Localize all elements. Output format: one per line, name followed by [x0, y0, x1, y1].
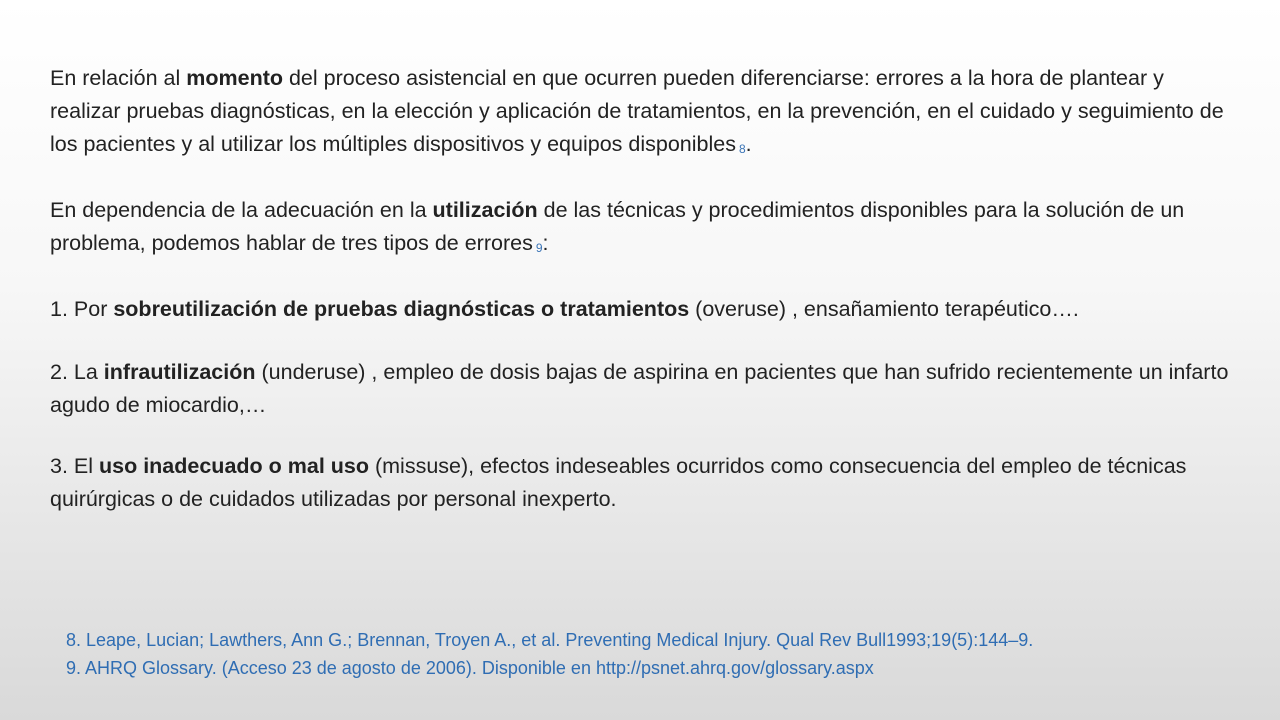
p4-keyword: infrautilización — [103, 360, 256, 384]
references — [66, 626, 1226, 682]
reference-8: 8. Leape, Lucian; Lawthers, Ann G.; Brennan, Troyen A., et al. Preventing Medical Injury. Qual Rev Bull1993;19(5):144–9. — [66, 630, 1034, 650]
p1-citation: 8 — [738, 142, 746, 156]
p5-text-a: 3. El — [50, 454, 99, 478]
slide-body — [50, 62, 1230, 544]
p1-keyword: momento — [186, 66, 283, 90]
p4-text-c: (underuse) , empleo de dosis bajas de aspirina en pacientes que han sufrido recientemente un infarto agudo de miocardio,… — [50, 360, 1229, 417]
p5-text-c: (missuse), efectos indeseables ocurridos como consecuencia del empleo de técnicas quirúrgicas o de cuidados utilizadas por personal inexperto. — [50, 454, 1187, 511]
p2-text-a: En dependencia de la adecuación en la — [50, 198, 433, 222]
paragraph-utilizacion — [50, 194, 1230, 265]
p2-citation: 9 — [535, 241, 543, 255]
p3-keyword: sobreutilización de pruebas diagnósticas o tratamientos — [113, 297, 690, 321]
p1-text-a: En relación al — [50, 66, 187, 90]
p2-keyword: utilización — [432, 198, 538, 222]
p2-text-c: de las técnicas y procedimientos disponibles para la solución de un problema, podemos hablar de tres tipos de errores — [50, 198, 1185, 255]
paragraph-momento — [50, 62, 1230, 166]
reference-9: 9. AHRQ Glossary. (Acceso 23 de agosto de 2006). Disponible en http://psnet.ahrq.gov/glossary.aspx — [66, 658, 874, 678]
p1-end: . — [745, 132, 752, 156]
p3-text-c: (overuse) , ensañamiento terapéutico…. — [689, 297, 1079, 321]
list-item-overuse — [50, 293, 1230, 326]
p5-keyword: uso inadecuado o mal uso — [99, 454, 369, 478]
list-item-missuse — [50, 450, 1230, 516]
p3-text-a: 1. Por — [50, 297, 114, 321]
p1-text-c: del proceso asistencial en que ocurren pueden diferenciarse: errores a la hora de plantear y realizar pruebas diagnósticas, en la elección y aplicación de tratamientos, en la prevención, en el cuidado y seguimiento de los pacientes y al utilizar los múltiples dispositivos y equipos disponibles — [50, 66, 1224, 156]
list-item-underuse — [50, 356, 1230, 422]
p4-text-a: 2. La — [50, 360, 104, 384]
p2-end: : — [542, 231, 549, 255]
